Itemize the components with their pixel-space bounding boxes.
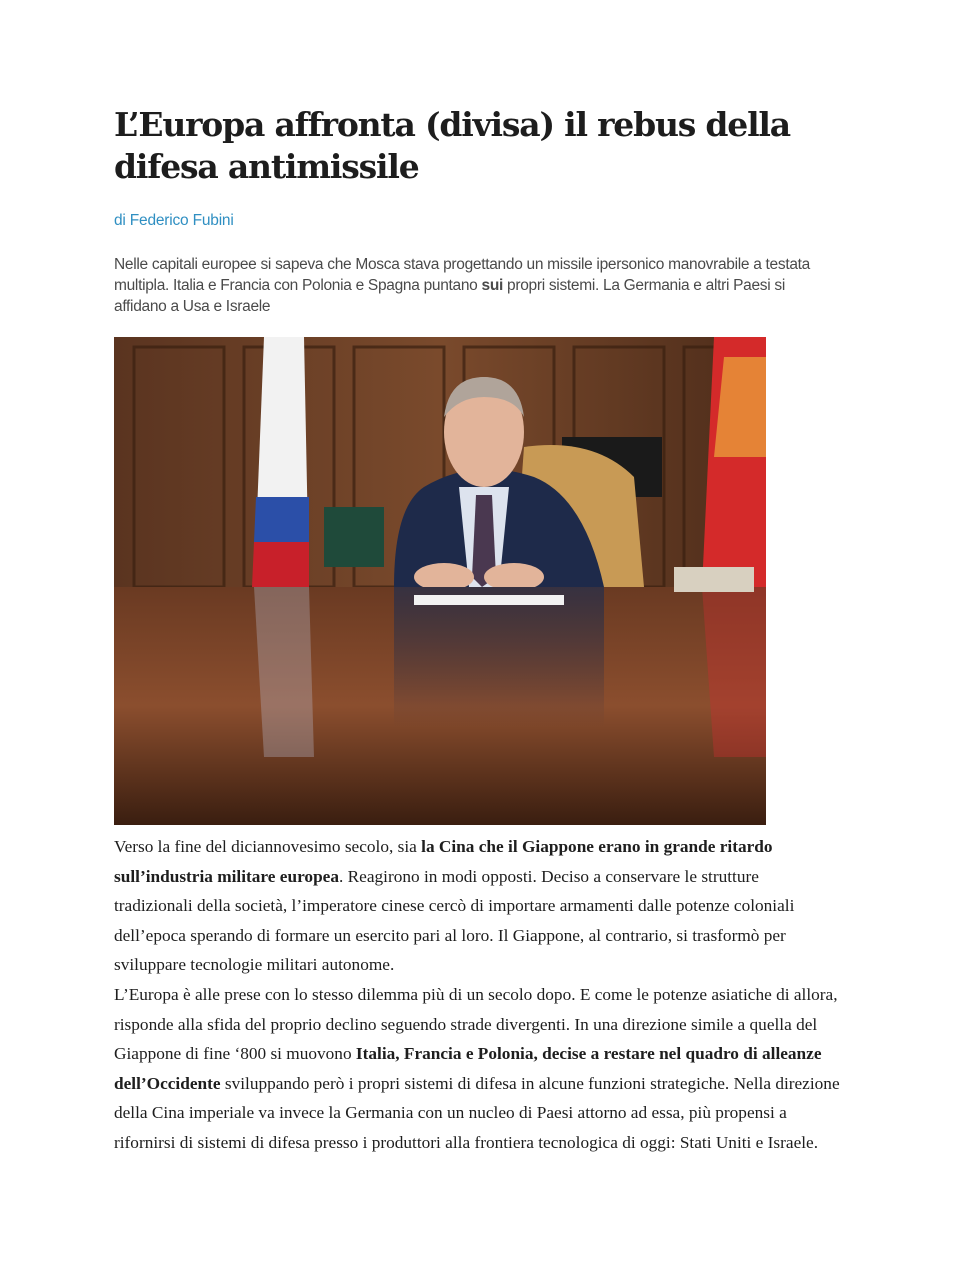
paragraph-2-text-b: sviluppando però i propri sistemi di difesa in alcune funzioni strategiche. Nella direzione della Cina imperiale va invece la Germania con un nucleo di Paesi attorno ad essa, più propensi a rifornirsi di sistemi di difesa presso i produttori alla frontiera tecnologica di oggi: Stati Uniti e Israele.: [114, 1073, 840, 1152]
article-photo: [114, 337, 766, 825]
article-body: [114, 832, 840, 1158]
paragraph-2-bold: Italia, Francia e Polonia, decise a restare nel quadro di alleanze dell’Occidente: [114, 1044, 822, 1093]
paragraph-1-bold: la Cina che il Giappone erano in grande ritardo sull’industria militare europea: [114, 837, 773, 886]
body-paragraph-1: [114, 832, 840, 980]
summary-text-1: Nelle capitali europee si sapeva che Mosca stava progettando un missile ipersonico manovrabile a testata multipla. Italia e Francia con Polonia e Spagna puntano: [114, 256, 810, 294]
article-summary: [114, 254, 840, 317]
article-title: L’Europa affronta (divisa) il rebus della difesa antimissile: [114, 105, 790, 186]
paragraph-1-text-b: . Reagirono in modi opposti. Deciso a conservare le strutture tradizionali della società, l’imperatore cinese cercò di importare armamenti dalle potenze coloniali dell’epoca sperando di formare un esercito pari al loro. Il Giappone, al contrario, si trasformò per sviluppare tecnologie militari autonome.: [114, 866, 795, 975]
body-paragraph-2: [114, 980, 840, 1158]
summary-bold: sui: [481, 277, 504, 294]
paragraph-1-text-a: Verso la fine del diciannovesimo secolo, sia: [114, 837, 422, 856]
paragraph-2-text-a: L’Europa è alle prese con lo stesso dilemma più di un secolo dopo. E come le potenze asiatiche di allora, risponde alla sfida del proprio declino seguendo strade divergenti. In una direzione simile a quella del Giappone di fine ‘800 si muovono: [114, 984, 838, 1064]
author-byline[interactable]: di Federico Fubini: [114, 212, 234, 229]
summary-text-2: propri sistemi. La Germania e altri Paesi si affidano a Usa e Israele: [114, 277, 785, 315]
